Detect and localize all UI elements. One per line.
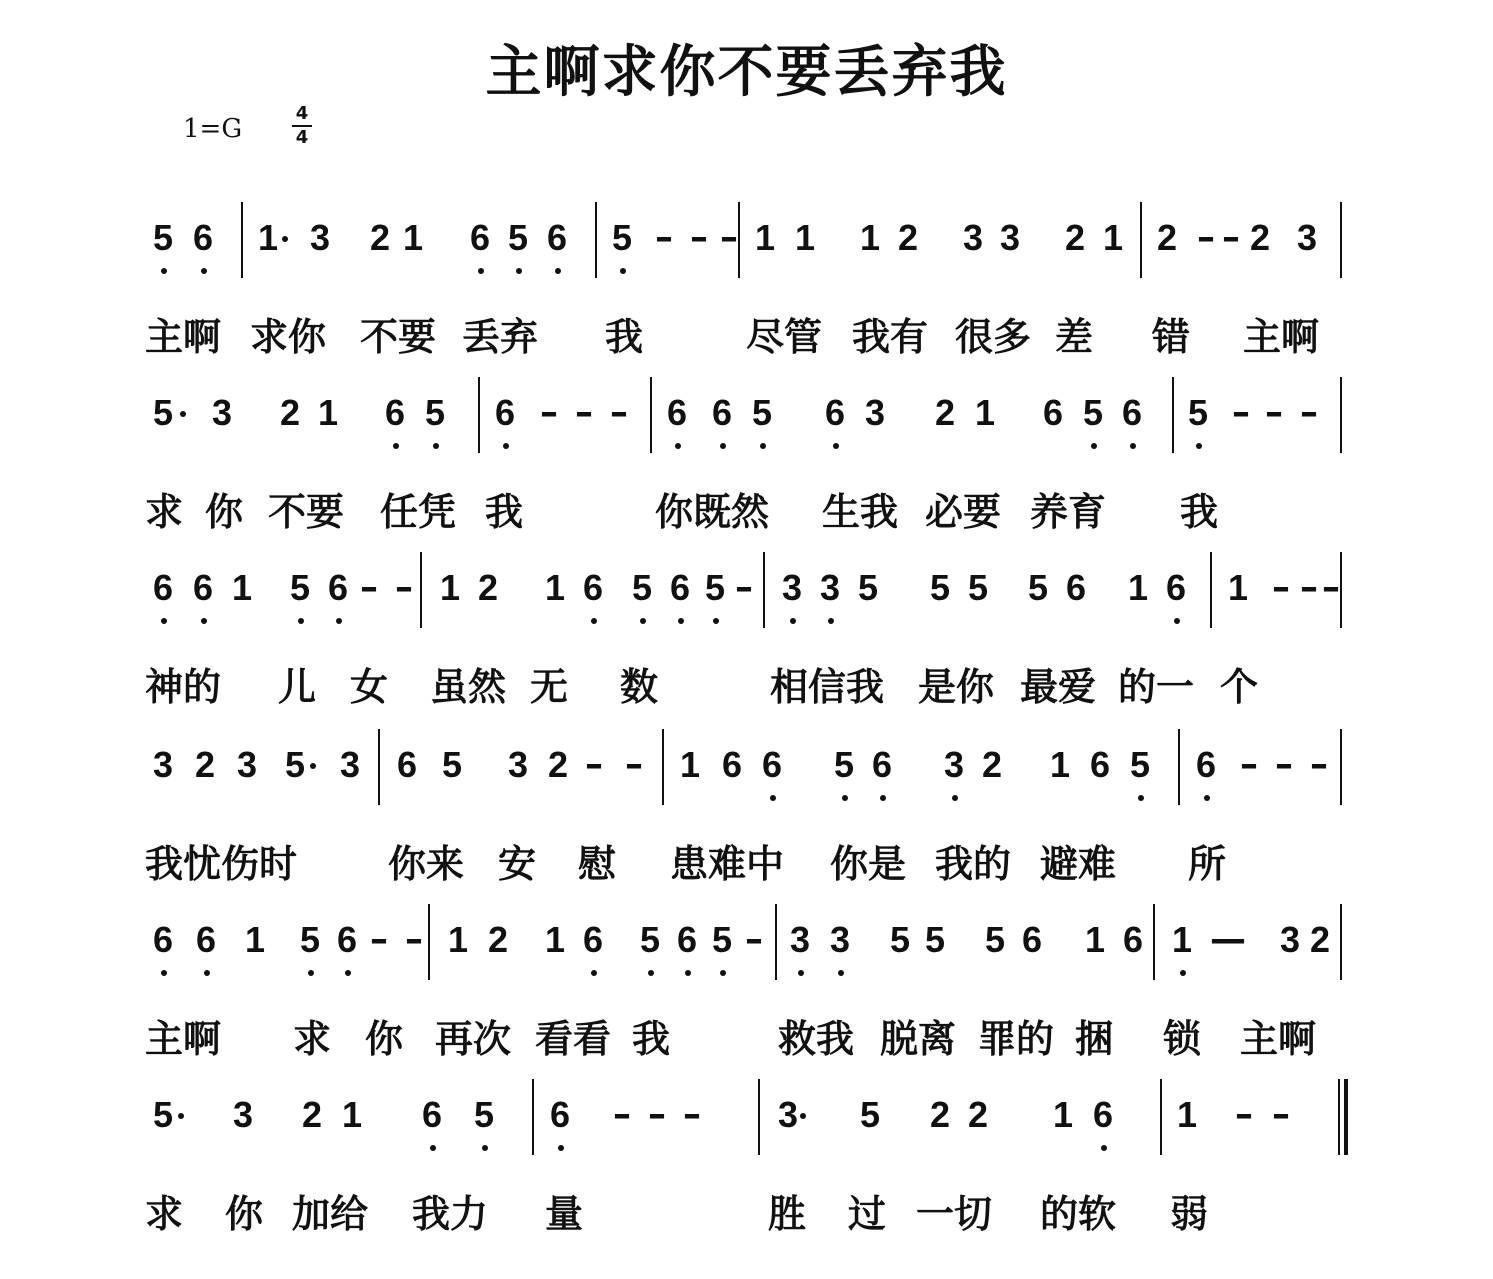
note: 5: [1130, 744, 1151, 785]
lyric-word: 你既然: [655, 490, 770, 534]
note: 3: [820, 567, 841, 608]
note: 2: [478, 567, 499, 608]
note: 2: [302, 1094, 323, 1135]
note: 5: [153, 1094, 174, 1135]
note: 6: [1043, 392, 1064, 433]
barline: [1153, 904, 1155, 980]
augmentation-dot: [282, 236, 288, 242]
lyric-word: 我: [1180, 490, 1219, 534]
barline: [1340, 202, 1342, 278]
note: 5: [712, 919, 733, 960]
lyric-word: 避难: [1040, 842, 1117, 886]
low-octave-dot: [393, 443, 399, 449]
extension-dash: –: [585, 744, 603, 785]
low-octave-dot: [648, 970, 654, 976]
note: 6: [422, 1094, 443, 1135]
lyric-word: 我: [485, 490, 524, 534]
barline: [420, 552, 422, 628]
note: 6: [667, 392, 688, 433]
lyric-word: 主啊: [145, 1017, 222, 1061]
low-octave-dot: [842, 795, 848, 801]
lyric-word: 主啊: [1243, 315, 1320, 359]
note: 3: [1297, 217, 1318, 258]
low-octave-dot: [952, 795, 958, 801]
lyric-word: 错: [1152, 315, 1191, 359]
low-octave-dot: [1101, 1145, 1107, 1151]
note: 1: [795, 217, 816, 258]
extension-dash: –: [1240, 744, 1258, 785]
extension-dash: –: [745, 919, 763, 960]
note: 2: [1310, 919, 1331, 960]
extension-dash: –: [1275, 744, 1293, 785]
barline: [1210, 552, 1212, 628]
note: 3: [778, 1094, 799, 1135]
note: 1: [318, 392, 339, 433]
note: 1: [1128, 567, 1149, 608]
extension-dash: –: [1300, 392, 1318, 433]
song-title: 主啊求你不要丢弃我: [485, 40, 1008, 105]
lyric-word: 我: [605, 315, 644, 359]
barline: [1160, 1079, 1162, 1155]
lyric-word: 胜: [768, 1192, 807, 1236]
barline: [428, 904, 430, 980]
note: 5: [153, 392, 174, 433]
lyric-word: 脱离: [880, 1017, 957, 1061]
note: 6: [495, 392, 516, 433]
extension-dash: –: [690, 217, 708, 258]
lyric-word: 捆: [1075, 1017, 1114, 1061]
note: 5: [890, 919, 911, 960]
note: 3: [237, 744, 258, 785]
lyric-word: 我忧伤时: [145, 842, 298, 886]
low-octave-dot: [1204, 795, 1210, 801]
note: 6: [1090, 744, 1111, 785]
note: 1: [1085, 919, 1106, 960]
lyric-word: 求你: [250, 315, 327, 359]
note: 5: [153, 217, 174, 258]
note: 6: [193, 217, 214, 258]
lyric-word: 养育: [1030, 490, 1107, 534]
note: 1: [1053, 1094, 1074, 1135]
augmentation-dot: [800, 1113, 806, 1119]
extension-dash: –: [1232, 392, 1250, 433]
note: 2: [898, 217, 919, 258]
note: 3: [340, 744, 361, 785]
note: 5: [508, 217, 529, 258]
lyric-word: 求: [145, 490, 184, 534]
low-octave-dot: [201, 618, 207, 624]
extension-dash: –: [1265, 392, 1283, 433]
low-octave-dot: [482, 1145, 488, 1151]
barline: [478, 377, 480, 453]
lyric-word: 是你: [918, 665, 995, 709]
note: 2: [935, 392, 956, 433]
note: 1: [403, 217, 424, 258]
note: 3: [865, 392, 886, 433]
extension-dash: –: [395, 567, 413, 608]
low-octave-dot: [1180, 970, 1186, 976]
note: 5: [1188, 392, 1209, 433]
note: 1: [1103, 217, 1124, 258]
lyric-word: 主啊: [1240, 1017, 1317, 1061]
note: 1: [545, 919, 566, 960]
note: 2: [280, 392, 301, 433]
extension-dash: –: [1222, 217, 1240, 258]
note: 5: [442, 744, 463, 785]
note: 6: [337, 919, 358, 960]
low-octave-dot: [1091, 443, 1097, 449]
extension-dash: –: [405, 919, 423, 960]
low-octave-dot: [204, 970, 210, 976]
low-octave-dot: [558, 1145, 564, 1151]
lyric-word: 相信我: [770, 665, 885, 709]
note: 5: [860, 1094, 881, 1135]
note: 5: [632, 567, 653, 608]
augmentation-dot: [180, 411, 186, 417]
note: 1: [1050, 744, 1071, 785]
note: 5: [640, 919, 661, 960]
note: 2: [1157, 217, 1178, 258]
note: 6: [1123, 919, 1144, 960]
key-signature: 1=G: [183, 114, 243, 144]
lyric-word: 过: [848, 1192, 887, 1236]
note: 3: [782, 567, 803, 608]
barline: [662, 729, 664, 805]
lyric-word: 慰: [578, 842, 617, 886]
lyric-word: 无: [530, 665, 569, 709]
barline: [241, 202, 243, 278]
note: 6: [470, 217, 491, 258]
low-octave-dot: [555, 268, 561, 274]
note: 5: [285, 744, 306, 785]
low-octave-dot: [430, 1145, 436, 1151]
low-octave-dot: [298, 618, 304, 624]
low-octave-dot: [713, 618, 719, 624]
lyric-word: 丢弃: [462, 315, 539, 359]
note: 5: [968, 567, 989, 608]
note: 1: [342, 1094, 363, 1135]
lyric-word: 数: [620, 665, 659, 709]
note: 5: [834, 744, 855, 785]
lyric-word: 患难中: [670, 842, 785, 886]
note: 6: [583, 919, 604, 960]
extension-dash: –: [613, 1094, 631, 1135]
note: 1: [1172, 919, 1193, 960]
note: 5: [474, 1094, 495, 1135]
note: 5: [858, 567, 879, 608]
low-octave-dot: [591, 970, 597, 976]
note: 6: [397, 744, 418, 785]
low-octave-dot: [770, 795, 776, 801]
low-octave-dot: [161, 268, 167, 274]
lyric-word: 再次: [435, 1017, 512, 1061]
note: 6: [762, 744, 783, 785]
note: 1: [680, 744, 701, 785]
note: 3: [944, 744, 965, 785]
extension-dash: –: [720, 217, 738, 258]
extension-dash: –: [610, 392, 628, 433]
low-octave-dot: [336, 618, 342, 624]
extension-dash: –: [1310, 744, 1328, 785]
lyric-word: 弱: [1170, 1192, 1209, 1236]
note: 5: [425, 392, 446, 433]
low-octave-dot: [828, 618, 834, 624]
low-octave-dot: [640, 618, 646, 624]
lyric-word: 我: [632, 1017, 671, 1061]
note: 1: [440, 567, 461, 608]
extension-dash: –: [1235, 1094, 1253, 1135]
lyric-word: 很多: [955, 315, 1032, 359]
low-octave-dot: [478, 268, 484, 274]
low-octave-dot: [1138, 795, 1144, 801]
note: 3: [830, 919, 851, 960]
extension-dash: –: [625, 744, 643, 785]
low-octave-dot: [503, 443, 509, 449]
note: 5: [1083, 392, 1104, 433]
barline: [775, 904, 777, 980]
note: 2: [488, 919, 509, 960]
low-octave-dot: [685, 970, 691, 976]
note: 5: [300, 919, 321, 960]
note: 3: [1280, 919, 1301, 960]
lyric-word: 救我: [778, 1017, 855, 1061]
barline: [1140, 202, 1142, 278]
extension-dash: –: [648, 1094, 666, 1135]
lyric-word: 看看: [535, 1017, 612, 1061]
note: 6: [385, 392, 406, 433]
note: 6: [1166, 567, 1187, 608]
lyric-word: 儿: [278, 665, 317, 709]
barline: [1340, 377, 1342, 453]
extension-dash: —: [1210, 919, 1246, 960]
note: 6: [1122, 392, 1143, 433]
low-octave-dot: [720, 970, 726, 976]
note: 2: [930, 1094, 951, 1135]
note: 1: [545, 567, 566, 608]
note: 5: [290, 567, 311, 608]
low-octave-dot: [675, 443, 681, 449]
note: 1: [258, 217, 279, 258]
lyric-word: 不要: [360, 315, 437, 359]
lyric-word: 神的: [145, 665, 222, 709]
lyric-word: 你: [365, 1017, 404, 1061]
note: 6: [328, 567, 349, 608]
note: 1: [245, 919, 266, 960]
lyric-word: 锁: [1163, 1017, 1202, 1061]
barline: [738, 202, 740, 278]
barline: [595, 202, 597, 278]
note: 1: [1228, 567, 1249, 608]
extension-dash: –: [1300, 567, 1318, 608]
low-octave-dot: [798, 970, 804, 976]
note: 6: [677, 919, 698, 960]
note: 3: [963, 217, 984, 258]
note: 6: [196, 919, 217, 960]
time-signature: [292, 104, 312, 148]
note: 5: [1028, 567, 1049, 608]
barline: [532, 1079, 534, 1155]
note: 2: [968, 1094, 989, 1135]
barline: [1340, 552, 1342, 628]
note: 2: [982, 744, 1003, 785]
low-octave-dot: [433, 443, 439, 449]
lyric-word: 的软: [1040, 1192, 1117, 1236]
low-octave-dot: [591, 618, 597, 624]
note: 1: [975, 392, 996, 433]
note: 6: [583, 567, 604, 608]
lyric-word: 求: [293, 1017, 332, 1061]
lyric-word: 我的: [935, 842, 1012, 886]
lyric-word: 求: [145, 1192, 184, 1236]
low-octave-dot: [345, 970, 351, 976]
lyric-word: 你: [225, 1192, 264, 1236]
note: 2: [195, 744, 216, 785]
lyric-word: 最爱: [1020, 665, 1097, 709]
lyric-word: 必要: [925, 490, 1002, 534]
lyric-word: 罪的: [978, 1017, 1055, 1061]
augmentation-dot: [178, 1113, 184, 1119]
lyric-word: 你来: [388, 842, 465, 886]
note: 6: [1066, 567, 1087, 608]
note: 1: [1177, 1094, 1198, 1135]
note: 1: [860, 217, 881, 258]
note: 2: [1065, 217, 1086, 258]
low-octave-dot: [161, 618, 167, 624]
note: 6: [722, 744, 743, 785]
lyric-word: 所: [1188, 842, 1227, 886]
note: 3: [233, 1094, 254, 1135]
augmentation-dot: [310, 763, 316, 769]
low-octave-dot: [308, 970, 314, 976]
lyric-word: 安: [498, 842, 537, 886]
note: 2: [1250, 217, 1271, 258]
extension-dash: –: [575, 392, 593, 433]
note: 5: [612, 217, 633, 258]
note: 5: [752, 392, 773, 433]
note: 6: [1093, 1094, 1114, 1135]
lyric-word: 量: [545, 1192, 584, 1236]
low-octave-dot: [760, 443, 766, 449]
extension-dash: –: [735, 567, 753, 608]
note: 2: [370, 217, 391, 258]
extension-dash: –: [1322, 567, 1340, 608]
low-octave-dot: [833, 443, 839, 449]
barline: [1340, 904, 1342, 980]
lyric-word: 我力: [412, 1192, 489, 1236]
low-octave-dot: [201, 268, 207, 274]
low-octave-dot: [161, 970, 167, 976]
lyric-word: 任凭: [380, 490, 457, 534]
time-denominator: 4: [295, 127, 309, 148]
lyric-word: 生我: [822, 490, 899, 534]
extension-dash: –: [370, 919, 388, 960]
final-barline: [1338, 1079, 1340, 1155]
note: 3: [153, 744, 174, 785]
low-octave-dot: [790, 618, 796, 624]
note: 6: [550, 1094, 571, 1135]
note: 3: [310, 217, 331, 258]
note: 6: [153, 919, 174, 960]
note: 1: [232, 567, 253, 608]
extension-dash: –: [1272, 1094, 1290, 1135]
lyric-word: 虽然: [430, 665, 507, 709]
lyric-word: 个: [1220, 665, 1259, 709]
note: 6: [670, 567, 691, 608]
lyric-word: 加给: [292, 1192, 369, 1236]
note: 6: [1196, 744, 1217, 785]
barline: [1178, 729, 1180, 805]
low-octave-dot: [678, 618, 684, 624]
note: 6: [872, 744, 893, 785]
note: 6: [712, 392, 733, 433]
lyric-word: 我有: [852, 315, 929, 359]
extension-dash: –: [1272, 567, 1290, 608]
note: 5: [930, 567, 951, 608]
lyric-word: 的一: [1118, 665, 1195, 709]
barline: [650, 377, 652, 453]
lyric-word: 你: [205, 490, 244, 534]
barline: [1340, 729, 1342, 805]
extension-dash: –: [655, 217, 673, 258]
note: 5: [705, 567, 726, 608]
note: 6: [1022, 919, 1043, 960]
extension-dash: –: [540, 392, 558, 433]
lyric-word: 尽管: [746, 315, 823, 359]
note: 3: [1000, 217, 1021, 258]
note: 6: [547, 217, 568, 258]
note: 6: [825, 392, 846, 433]
low-octave-dot: [516, 268, 522, 274]
barline: [763, 552, 765, 628]
note: 5: [985, 919, 1006, 960]
low-octave-dot: [1130, 443, 1136, 449]
note: 1: [755, 217, 776, 258]
note: 1: [448, 919, 469, 960]
low-octave-dot: [620, 268, 626, 274]
extension-dash: –: [683, 1094, 701, 1135]
time-numerator: 4: [295, 103, 309, 124]
lyric-word: 不要: [268, 490, 345, 534]
lyric-word: 主啊: [145, 315, 222, 359]
low-octave-dot: [1196, 443, 1202, 449]
note: 3: [790, 919, 811, 960]
note: 3: [508, 744, 529, 785]
note: 5: [925, 919, 946, 960]
lyric-word: 女: [350, 665, 389, 709]
barline: [378, 729, 380, 805]
final-barline: [1344, 1079, 1348, 1155]
note: 6: [153, 567, 174, 608]
note: 6: [193, 567, 214, 608]
lyric-word: 一切: [916, 1192, 993, 1236]
lyric-word: 差: [1055, 315, 1094, 359]
low-octave-dot: [720, 443, 726, 449]
note: 2: [548, 744, 569, 785]
low-octave-dot: [1174, 618, 1180, 624]
lyric-word: 你是: [830, 842, 907, 886]
barline: [1172, 377, 1174, 453]
extension-dash: –: [360, 567, 378, 608]
note: 3: [212, 392, 233, 433]
extension-dash: –: [1197, 217, 1215, 258]
barline: [758, 1079, 760, 1155]
low-octave-dot: [838, 970, 844, 976]
low-octave-dot: [880, 795, 886, 801]
